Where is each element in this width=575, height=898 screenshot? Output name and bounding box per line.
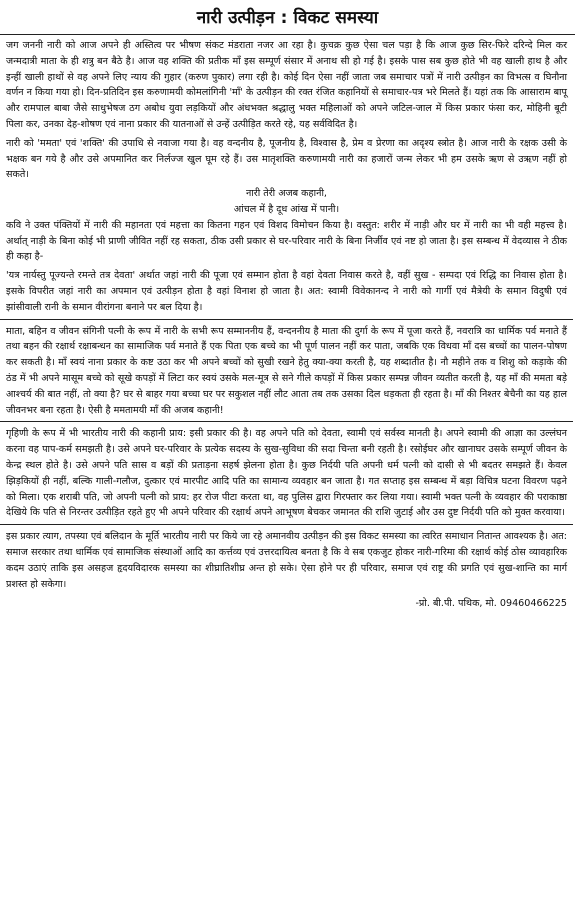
intro-paragraph-1: जग जननी नारी को आज अपने ही अस्तित्व पर भीषण संकट मंडराता नजर आ रहा है। कुचक्र कुछ ऐसा चल पड़ा है कि आज कुछ सिर-फिरे दरिन्दे मिल कर जन्मदात्री माता के ही शत्रु बन बैठे है। आज वह शक्ति की प्रतीक माँ इस सम्पूर्ण संसार में अनाथ सी हो गई है। इसके पास सब कुछ होते भी वह खाली हाथ है और इन्हीं खाली हाथों से वह अपने लिए न्याय की गुहार (करुण पुकार) लगा रही है। कोई दिन ऐसा नहीं जाता जब समाचार पत्रों में नारी उत्पीड़न का विभत्स व घिनौना वर्णन न किया गया हो। दिन-प्रतिदिन इस करुणामयी कोमलांगिनी 'माँ' के उत्पीड़न की रक्त रंजित कहानियों से समाचार-पत्र भरे मिलते हैं। यहां तक कि आसाराम बापू और रामपाल बाबा जैसे साधुभेषज ठग अबोध युवा लड़कियों और अंधभक्त श्रद्धालु भक्त महिलाओं को अपने जटिल-जाल में किस प्रकार फंसा कर, मोहिनी बूटी पिला कर, उनका देह-शोषण एवं नाना प्रकार की यातनाओं से उन्हें उत्पीड़ित करते रहे, यह सर्वविदित है। <box>6 40 567 130</box>
verse-line-2: आंचल में है दूध आंख में पानी। <box>233 203 340 215</box>
housewife-paragraph: गृहिणी के रूप में भी भारतीय नारी की कहानी प्राय: इसी प्रकार की है। वह अपने पति को देवता, स्वामी एवं सर्वस्व मानती है। अपने स्वामी की आज्ञा का उल्लंघन करना वह पाप-कर्म समझती है। उसे अपने घर-परिवार के प्रत्येक सदस्य के सुख-सुविधा की सदा चिन्ता बनी रहती है। रसोईघर और खानाघर उसके सम्पूर्ण जीवन के केन्द्र स्थल होते है। उसे अपने पति सास व बड़ों की प्रताड़ना सहर्ष झेलना होता है। कुछ निर्दयी पति अपनी धर्म पत्नी को दासी से भी बदतर समझते हैं। केवल झिड़कियों ही नहीं, बल्कि गाली-गलौज, दुत्कार एवं मारपीट आदि पति का सामान्य व्यवहार बन जाता है। गत सप्ताह इस सम्बन्ध में बड़ा विचित्र घटना विवरण पढ़ने को मिला। एक शराबी पति, जो अपनी पत्नी को प्राय: हर रोज पीटा करता था, वह पुलिस द्वारा गिरफ्तार कर लिया गया। स्वामी भक्त पत्नी के व्यवहार की पराकाष्ठा देखिये कि पति से निरन्तर उत्पीड़ित रहते हुए भी अपने परिवार की रक्षार्थ अपने आभूषण बेचकर जमानत की राशि जुटाई और उस दुष्ट निर्दयी पति को मुक्त करवाया। <box>6 428 567 519</box>
article-body <box>6 38 567 892</box>
conclusion-paragraph: इस प्रकार त्याग, तपस्या एवं बलिदान के मूर्ति भारतीय नारी पर किये जा रहे अमानवीय उत्पीड़न की इस विकट समस्या का त्वरित समाधान नितान्त आवश्यक है। अत: समाज सरकार तथा धार्मिक एवं सामाजिक संस्थाओं आदि का कर्त्तव्य एवं उत्तरदायित्व बनता है कि वे सब एकजुट होकर नारी-गरिमा की रक्षार्थ कोई ठोस व्यावहारिक कदम उठाएं ताकि इस असहज हृदयविदारक समस्या का शीघ्रातिशीघ्र अन्त हो सके। ऐसा होने पर ही परिवार, समाज एवं राष्ट्र की प्रगति एवं सुख-शान्ति का मार्ग प्रशस्त हो सकेगा। <box>6 531 567 590</box>
section-divider-1 <box>0 319 573 320</box>
verse-line-1: नारी तेरी अजब कहानी, <box>246 188 327 200</box>
section-divider-2 <box>0 421 573 422</box>
analysis-paragraph-2: 'यत्र नार्यस्तु पूज्यन्ते रमन्ते तत्र देवता' अर्थात जहां नारी की पूजा एवं सम्मान होता है वहां देवता निवास करते है, वहीं सुख - सम्पदा एवं रिद्धि का निवास होता है। इसके विपरीत जहां नारी का अपमान एवं उत्पीड़न होता है वहां विनाश हो जाता है। अत: स्वामी विवेकानन्द ने नारी को गार्गी एवं मैत्रेयी के समान विदुषी एवं झांसीवाली रानी के समान वीरांगना बनाने पर बल दिया है। <box>6 270 567 313</box>
section-divider-3 <box>0 524 573 525</box>
article-title: नारी उत्पीड़न : विकट समस्या <box>196 8 379 28</box>
title-divider <box>0 34 575 35</box>
intro-paragraph-2: नारी को 'ममता' एवं 'शक्ति' की उपाधि से नवाजा गया है। वह वन्दनीय है, पूजनीय है, विश्वास है, प्रेम व प्रेरणा का अदृश्य स्त्रोत है। आज नारी के रक्षक उसी के भक्षक बन गये है और उसे अपमानित कर निर्लज्ज खुल घूम रहे हैं। उस मातृशक्ति करुणामयी नारी का हजारों जन्म लेकर भी हम उसके ऋण से उऋण नहीं हो सकते। <box>6 137 567 181</box>
mother-paragraph: माता, बहिन व जीवन संगिनी पत्नी के रूप में नारी के सभी रूप सम्माननीय हैं, वन्दननीय है माता की दुर्गा के रूप में पूजा करते हैं, नवरात्रि का धार्मिक पर्व मनाते हैं तथा बहन की रक्षार्थ रक्षाबन्धन का सामाजिक पर्व मनाते हैं एक पिता एक बच्चे का भी पूर्ण पालन नहीं कर पाता, जबकि एक विधवा माँ दस बच्चों का पालन-पोषण कर सकती है। माँ स्वयं नाना प्रकार के कष्ट उठा कर भी अपने बच्चों को सुखी रखने हेतु क्या-क्या करती है, यह शब्दातीत है। नौ महीने तक व शिशु को कड़ाके की ठंड में भी अपने मासूम बच्चे को सूखे कपड़ों में लिटा कर स्वयं उसके मल-मूत्र से सने गीले कपड़ों में किस प्रकार सम्पन्न जीवन व्यतीत करती है, यह माँ की ममता बड़े आश्चर्य की बात नहीं, तो क्या है? घर से बाहर गया बच्चा घर पर सकुशल नहीं लौट आता तब तक उसका दिल धड़कता ही रहता है। माँ की निश्तर बेचैनी का यह हाल जीवनभर बना रहता है। ऐसी है ममतामयी माँ की अजब कहानी! <box>6 325 567 416</box>
author-signature: -प्रो. बी.पी. पथिक, मो. 09460466225 <box>415 598 567 610</box>
analysis-paragraph-1: कवि ने उक्त पंक्तियों में नारी की महानता एवं महत्ता का कितना गहन एवं विशद विमोचन किया है। वस्तुत: शरीर में नाड़ी और घर में नारी का भी वही महत्त्व है। अर्थात् नाड़ी के बिना कोई भी प्राणी जीवित नहीं रह सकता, ठीक उसी प्रकार से घर-परिवार नारी के बिना निर्जीव एवं नष्ट हो जाता है। इस सम्बन्ध में वेदव्यास ने ठीक ही कहा है- <box>6 219 567 263</box>
